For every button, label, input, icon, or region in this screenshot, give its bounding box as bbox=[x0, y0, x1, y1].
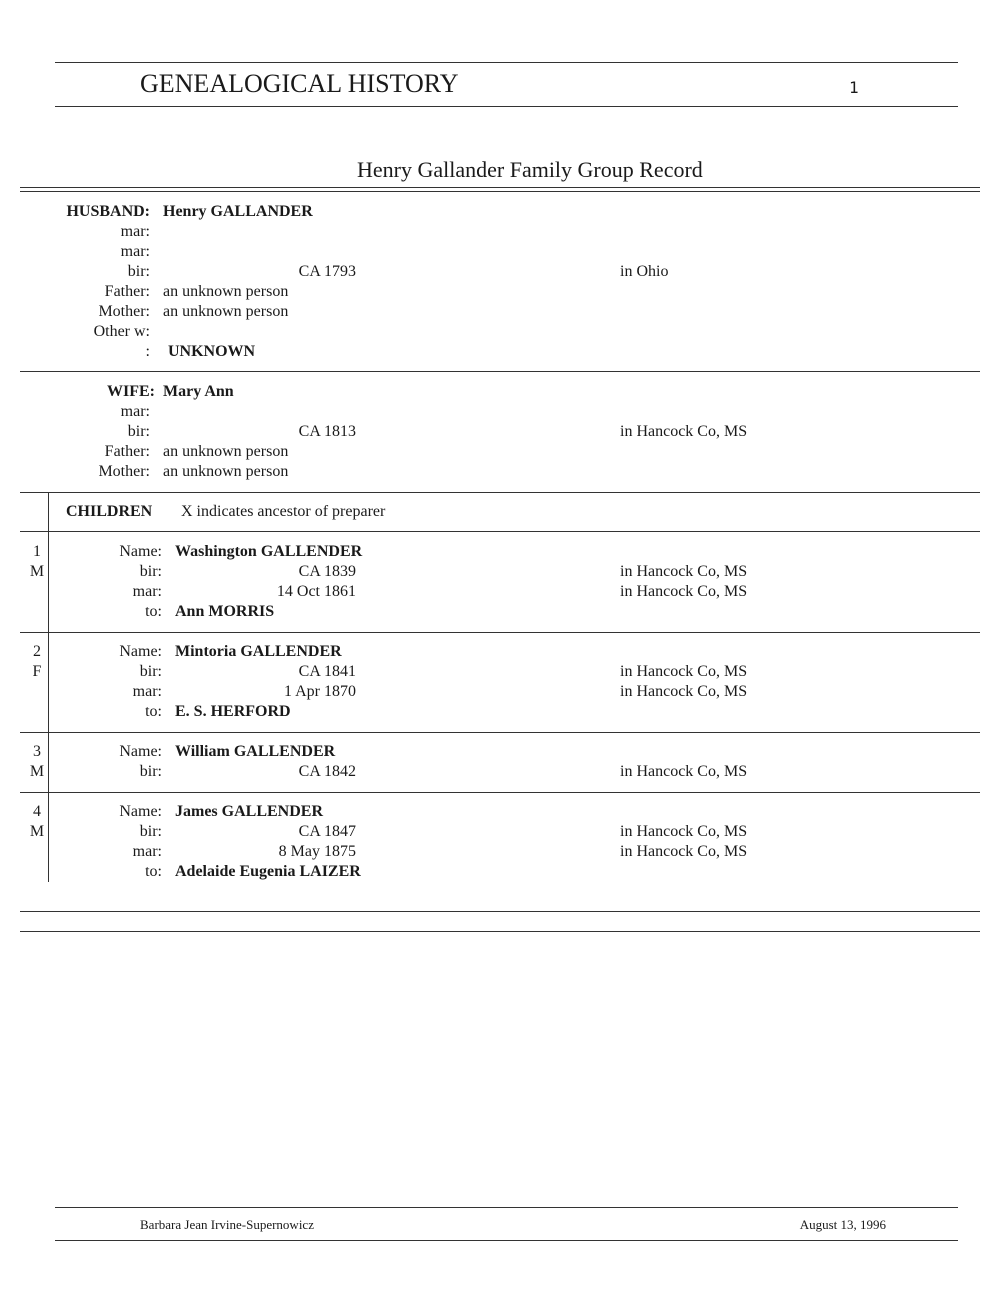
wife-divider bbox=[20, 492, 980, 493]
header-bottom-rule bbox=[55, 106, 958, 107]
footer-author: Barbara Jean Irvine-Supernowicz bbox=[140, 1217, 314, 1232]
child-bir-label: bir: bbox=[139, 763, 162, 780]
header-top-rule bbox=[55, 62, 958, 63]
child-name-label: Name: bbox=[119, 543, 162, 560]
child-name-label: Name: bbox=[119, 803, 162, 820]
husband-name: Henry GALLANDER bbox=[163, 203, 313, 220]
child-spouse: Ann MORRIS bbox=[175, 603, 275, 620]
child-name-label: Name: bbox=[119, 743, 162, 760]
children-note: X indicates ancestor of preparer bbox=[181, 503, 386, 520]
husband-other-sub-label: : bbox=[145, 343, 150, 360]
child-number: 4 bbox=[33, 803, 41, 820]
child-bir-label: bir: bbox=[139, 663, 162, 680]
child-number: 3 bbox=[33, 743, 41, 760]
wife-label: WIFE: bbox=[107, 383, 155, 400]
wife-mar-label: mar: bbox=[120, 403, 150, 420]
child-name: James GALLENDER bbox=[175, 803, 324, 820]
husband-father-label: Father: bbox=[104, 283, 150, 300]
title-double-rule-top bbox=[20, 187, 980, 188]
children-label: CHILDREN bbox=[66, 503, 153, 520]
child-spouse-label: to: bbox=[145, 603, 162, 620]
husband-bir-date: CA 1793 bbox=[298, 263, 356, 280]
child-sex: M bbox=[29, 563, 45, 580]
child-bir-date: CA 1847 bbox=[298, 823, 356, 840]
child-sex: F bbox=[32, 663, 42, 680]
husband-mar1-label: mar: bbox=[120, 223, 150, 240]
wife-mother-label: Mother: bbox=[98, 463, 150, 480]
child-divider-2 bbox=[20, 732, 980, 733]
child-name: Washington GALLENDER bbox=[175, 543, 363, 560]
child-bir-date: CA 1841 bbox=[298, 663, 356, 680]
wife-father-label: Father: bbox=[104, 443, 150, 460]
child-name: Mintoria GALLENDER bbox=[175, 643, 342, 660]
child-mar-place: in Hancock Co, MS bbox=[620, 683, 748, 700]
child-spouse: Adelaide Eugenia LAIZER bbox=[175, 863, 361, 880]
child-bir-date: CA 1839 bbox=[298, 563, 356, 580]
closing-rule-2 bbox=[20, 931, 980, 932]
child-divider-3 bbox=[20, 792, 980, 793]
footer-bottom-rule bbox=[55, 1240, 958, 1241]
child-sex: M bbox=[29, 763, 45, 780]
child-mar-label: mar: bbox=[132, 843, 162, 860]
child-mar-label: mar: bbox=[132, 583, 162, 600]
child-mar-place: in Hancock Co, MS bbox=[620, 583, 748, 600]
child-spouse-label: to: bbox=[145, 703, 162, 720]
husband-divider bbox=[20, 371, 980, 372]
husband-other-wife-label: Other w: bbox=[93, 323, 150, 340]
child-number: 2 bbox=[33, 643, 41, 660]
child-bir-place: in Hancock Co, MS bbox=[620, 563, 748, 580]
husband-mother-label: Mother: bbox=[98, 303, 150, 320]
child-bir-label: bir: bbox=[139, 823, 162, 840]
child-bir-date: CA 1842 bbox=[298, 763, 356, 780]
wife-mother: an unknown person bbox=[163, 463, 289, 480]
child-bir-place: in Hancock Co, MS bbox=[620, 663, 748, 680]
child-divider-1 bbox=[20, 632, 980, 633]
child-mar-label: mar: bbox=[132, 683, 162, 700]
record-title: Henry Gallander Family Group Record bbox=[357, 157, 703, 182]
page-number: 1 bbox=[849, 78, 859, 97]
husband-mar2-label: mar: bbox=[120, 243, 150, 260]
closing-rule-1 bbox=[20, 911, 980, 912]
child-bir-label: bir: bbox=[139, 563, 162, 580]
child-sex: M bbox=[29, 823, 45, 840]
husband-bir-place: in Ohio bbox=[620, 263, 669, 280]
husband-mother: an unknown person bbox=[163, 303, 289, 320]
husband-bir-label: bir: bbox=[127, 263, 150, 280]
child-name-label: Name: bbox=[119, 643, 162, 660]
child-mar-date: 1 Apr 1870 bbox=[284, 683, 356, 700]
title-double-rule-bottom bbox=[20, 191, 980, 192]
child-mar-date: 14 Oct 1861 bbox=[276, 583, 356, 600]
child-number: 1 bbox=[33, 543, 41, 560]
children-header-divider bbox=[20, 531, 980, 532]
page-title: GENEALOGICAL HISTORY bbox=[140, 69, 459, 98]
child-name: William GALLENDER bbox=[175, 743, 336, 760]
wife-bir-label: bir: bbox=[127, 423, 150, 440]
child-spouse-label: to: bbox=[145, 863, 162, 880]
husband-other-wife-name: UNKNOWN bbox=[168, 343, 256, 360]
husband-label: HUSBAND: bbox=[66, 203, 150, 220]
wife-bir-place: in Hancock Co, MS bbox=[620, 423, 748, 440]
child-mar-date: 8 May 1875 bbox=[278, 843, 356, 860]
wife-name: Mary Ann bbox=[163, 383, 234, 400]
child-bir-place: in Hancock Co, MS bbox=[620, 763, 748, 780]
wife-bir-date: CA 1813 bbox=[298, 423, 356, 440]
footer-top-rule bbox=[55, 1207, 958, 1208]
wife-father: an unknown person bbox=[163, 443, 289, 460]
footer-date: August 13, 1996 bbox=[799, 1217, 886, 1232]
child-spouse: E. S. HERFORD bbox=[175, 703, 291, 720]
child-bir-place: in Hancock Co, MS bbox=[620, 823, 748, 840]
child-mar-place: in Hancock Co, MS bbox=[620, 843, 748, 860]
husband-father: an unknown person bbox=[163, 283, 289, 300]
